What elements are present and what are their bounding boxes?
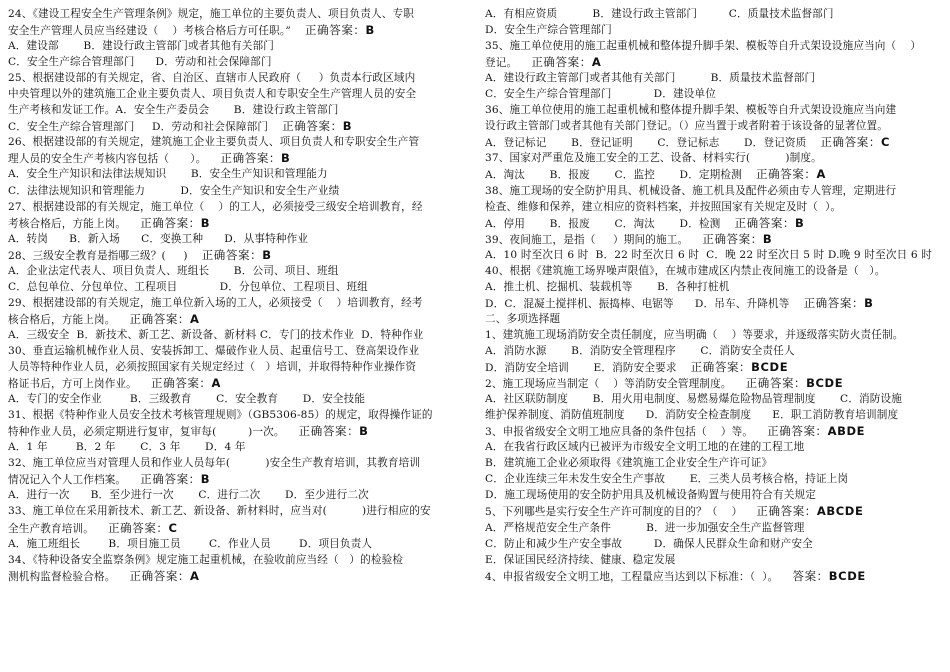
question-text: C．安全生产综合管理部门 D．劳动和社会保障部门 — [8, 56, 272, 69]
answer-label: 正确答案： — [756, 504, 817, 519]
question-text: B．建筑施工企业必须取得《建筑施工企业安全生产许可证》 — [485, 457, 773, 470]
text-line — [8, 215, 468, 231]
text-line — [485, 503, 941, 519]
answer-label: 正确答案： — [531, 55, 592, 70]
answer-label: 正确答案： — [220, 151, 282, 166]
answer-label: 正确答案： — [282, 119, 343, 134]
question-text: A．建设部 B．建设行政主管部门或者其他有关部门 — [8, 40, 274, 53]
question-text: A．有相应资质 B．建设行政主管部门 C．质量技术监督部门 — [485, 8, 834, 20]
question-text: A．淘汰 B．报废 C．监控 D．定期检测 — [485, 169, 742, 182]
answer-label: 正确答案： — [820, 135, 881, 150]
text-line — [8, 38, 468, 54]
text-line — [8, 86, 468, 102]
text-line — [8, 327, 468, 343]
question-text: 人员等特种作业人员，必须按照国家有关规定经过（ ）培训，并取得特种作业操作资 — [8, 361, 417, 374]
text-line — [8, 102, 468, 118]
text-line — [485, 70, 941, 86]
text-line — [485, 118, 941, 134]
question-text: A．建设行政主管部门或者其他有关部门 B．质量技术监督部门 — [485, 72, 816, 85]
text-line — [485, 536, 941, 552]
question-text: 33、施工单位在采用新技术、新工艺、新设备、新材料时，应当对( )进行相应的安 — [8, 505, 431, 518]
question-text: A．进行一次 B．至少进行一次 C．进行二次 D．至少进行二次 — [8, 489, 369, 502]
answer-label: 正确答案： — [129, 311, 191, 326]
question-text: A．1 年 B．2 年 C．3 年 D．4 年 — [8, 441, 246, 454]
text-line — [485, 183, 941, 199]
question-text: 中央管理以外的建筑施工企业主要负责人、项目负责人和专职安全生产管理人员的安全 — [8, 88, 417, 101]
answer-value: B — [200, 215, 211, 230]
question-text: A．三级安全 B．新技术、新工艺、新设备、新材料 C．专门的技术作业 D．特种作业 — [8, 328, 424, 341]
question-text: D．消防安全培训 E．消防安全要求 — [485, 362, 677, 375]
text-line — [485, 247, 941, 263]
text-line — [485, 343, 941, 359]
answer-label: 正确答案： — [140, 215, 201, 230]
text-line — [485, 150, 941, 166]
question-text: 检查、维修和保养，建立相应的资料档案，并按照国家有关规定及时（ ）。 — [485, 200, 842, 213]
answer-value: B — [365, 23, 375, 38]
question-text: 设行政主管部门或者其他有关部门登记。（）应当置于或者附着于该设备的显著位置。 — [485, 120, 888, 133]
question-text: 4、申报省级安全文明工地，工程量应当达到以下标准：（ ）。 — [485, 570, 779, 583]
question-text: 24、《建设工程安全生产管理条例》规定，施工单位的主要负责人、项目负责人、专职 — [8, 8, 414, 20]
question-text: 维护保养制度、消防值班制度 D．消防安全检查制度 E．职工消防教育培训制度 — [485, 409, 899, 422]
text-line — [8, 118, 468, 134]
question-text: A．停用 B．报废 C．淘汰 D．检测 — [485, 217, 721, 230]
question-text: 28、三级安全教育是指哪三级？( ) — [8, 249, 188, 262]
question-text: C．法律法规知识和管理能力 D．安全生产知识和安全生产业绩 — [8, 184, 340, 197]
answer-label: 正确答案： — [140, 472, 201, 487]
text-line — [8, 359, 468, 375]
text-line — [485, 520, 941, 536]
question-text: 27、根据建设部的有关规定，施工单位（ ）的工人，必须接受三级安全培训教育，经 — [8, 200, 423, 213]
text-line — [8, 134, 468, 150]
question-text: C．防止和减少生产安全事故 D．确保人民群众生命和财产安全 — [485, 537, 813, 550]
answer-label: 正确答案： — [305, 23, 366, 38]
question-text: A．专门的安全作业 B．三级教育 C．安全教育 D．安全技能 — [8, 393, 366, 406]
question-text: 全生产教育培训。 — [8, 522, 94, 535]
question-text: A．转岗 B．新入场 C．变换工种 D．从事特种作业 — [8, 232, 309, 245]
answer-value: B — [864, 295, 874, 310]
answer-value: B — [359, 424, 369, 439]
text-line — [485, 6, 941, 22]
question-text: 31、根据《特种作业人员安全技术考核管理规则》（GB5306-85）的规定，取得操作证的 — [8, 409, 433, 422]
text-line — [485, 86, 941, 102]
text-line — [485, 471, 941, 487]
question-text: A．社区联防制度 B．用火用电制度、易燃易爆危险物品管理制度 C．消防设施 — [485, 393, 903, 406]
text-line — [8, 536, 468, 552]
question-text: 38、施工现场的安全防护用具、机械设备、施工机具及配件必须由专人管理，定期进行 — [485, 184, 897, 197]
question-text: 特种作业人员，必须定期进行复审，复审每( )一次。 — [8, 426, 285, 439]
text-line — [8, 423, 468, 439]
answer-value: A — [190, 311, 200, 326]
text-line — [8, 343, 468, 359]
question-text: C．安全生产综合管理部门 D．劳动和社会保障部门 — [8, 121, 269, 134]
text-line — [485, 134, 941, 150]
text-line — [485, 166, 941, 182]
text-line — [8, 455, 468, 471]
text-line — [8, 471, 468, 487]
question-text: 1、建筑施工现场消防安全责任制度，应当明确（ ）等要求，并逐级落实防火责任制。 — [485, 328, 904, 341]
answer-value: C — [168, 520, 178, 535]
text-line — [485, 375, 941, 391]
question-text: A．企业法定代表人、项目负责人、班组长 B．公司、项目、班组 — [8, 264, 339, 277]
text-line — [485, 391, 941, 407]
text-line — [485, 102, 941, 118]
text-line — [8, 183, 468, 199]
question-text: A．登记标记 B．登记证明 C．登记标志 D．登记资质 — [485, 137, 807, 150]
question-text: C．企业连续三年未发生安全生产事故 E．三类人员考核合格，持证上岗 — [485, 473, 849, 486]
question-text: C．总包单位、分包单位、工程项目 D．分包单位、工程项目、班组 — [8, 280, 368, 293]
text-line — [485, 423, 941, 439]
question-text: D．安全生产综合管理部门 — [485, 24, 612, 37]
question-text: 30、垂直运输机械作业人员、安装拆卸工、爆破作业人员、起重信号工、登高架设作业 — [8, 344, 420, 357]
answer-value: ABDE — [827, 424, 866, 439]
answer-label: 正确答案： — [734, 215, 796, 230]
text-line — [8, 22, 468, 38]
answer-value: B — [342, 119, 353, 134]
text-line — [8, 439, 468, 455]
answer-value: B — [262, 247, 272, 262]
text-line — [485, 279, 941, 295]
text-line — [8, 263, 468, 279]
text-line — [485, 455, 941, 471]
question-text: A．消防水源 B．消防安全管理程序 C．消防安全责任人 — [485, 344, 795, 357]
text-line — [485, 552, 941, 568]
text-line — [8, 552, 468, 568]
text-line — [8, 54, 468, 70]
text-line — [8, 487, 468, 503]
answer-value: A — [591, 55, 602, 70]
question-text: D．施工现场使用的安全防护用具及机械设备购置与使用符合有关规定 — [485, 489, 816, 502]
question-text: 格证书后，方可上岗作业。 — [8, 378, 137, 391]
question-text: A．严格规范安全生产条件 B．进一步加强安全生产监督管理 — [485, 521, 805, 534]
question-text: A．施工班组长 B．项目施工员 C．作业人员 D．项目负责人 — [8, 537, 373, 550]
answer-label: 正确答案： — [151, 376, 212, 391]
text-line — [8, 295, 468, 311]
answer-value: A — [211, 376, 222, 391]
text-line — [8, 199, 468, 215]
answer-label: 正确答案： — [108, 520, 169, 535]
question-text: 考核合格后，方能上岗。 — [8, 217, 127, 230]
text-line — [485, 199, 941, 215]
answer-value: ABCDE — [816, 504, 864, 519]
answer-value: BCDE — [751, 360, 789, 375]
question-text: 生产考核和发证工作。A．安全生产委员会 B．建设行政主管部门 — [8, 104, 339, 117]
text-line — [8, 503, 468, 519]
question-text: 5、下列哪些是实行安全生产许可制度的目的？（ ） — [485, 506, 743, 519]
text-line — [485, 22, 941, 38]
answer-label: 正确答案： — [129, 568, 191, 583]
text-line — [8, 407, 468, 423]
text-line — [485, 568, 941, 584]
text-line — [485, 487, 941, 503]
question-text: D．C．混凝土搅拌机、振捣棒、电锯等 D．吊车、升降机等 — [485, 297, 790, 310]
answer-value: B — [281, 151, 291, 166]
answer-label: 正确答案： — [745, 376, 807, 391]
question-text: 二、多项选择题 — [485, 312, 561, 325]
question-text: 32、施工单位应当对管理人员和作业人员每年( )安全生产教育培训，其教育培训 — [8, 457, 421, 470]
text-line — [8, 70, 468, 86]
question-text: 情况记入个人工作档案。 — [8, 474, 127, 487]
question-text: A．安全生产知识和法律法规知识 B．安全生产知识和管理能力 — [8, 168, 328, 181]
question-text: 35、施工单位使用的施工起重机械和整体提升脚手架、模板等自升式架设设施应当向（ ） — [485, 40, 922, 53]
text-line — [485, 215, 941, 231]
answer-label: 正确答案： — [702, 231, 763, 246]
question-text: 登记。 — [485, 57, 518, 70]
text-line — [485, 311, 941, 327]
text-line — [8, 520, 468, 536]
question-text: E．保证国民经济持续、健康、稳定发展 — [485, 553, 676, 566]
question-text: 核合格后，方能上岗。 — [8, 313, 116, 326]
text-line — [485, 327, 941, 343]
question-text: 29、根据建设部的有关规定，施工单位新入场的工人，必须接受（ ）培训教育，经考 — [8, 296, 423, 309]
answer-value: B — [200, 472, 211, 487]
answer-label: 正确答案： — [298, 424, 360, 439]
text-line — [8, 311, 468, 327]
question-text: A．推土机、挖掘机、装载机等 B．各种打桩机 — [485, 280, 730, 293]
question-text: C．安全生产综合管理部门 D．建设单位 — [485, 88, 717, 101]
text-line — [8, 391, 468, 407]
answer-label: 正确答案： — [803, 295, 865, 310]
answer-value: B — [795, 215, 805, 230]
answer-label: 正确答案： — [756, 167, 817, 182]
text-line — [8, 166, 468, 182]
question-text: 34、《特种设备安全监察条例》规定施工起重机械，在验收前应当经（ ）的检验检 — [8, 553, 404, 566]
answer-label: 正确答案： — [767, 424, 828, 439]
answer-label: 正确答案： — [201, 247, 263, 262]
answer-value: B — [762, 231, 773, 246]
answer-value: A — [816, 167, 827, 182]
text-line — [485, 359, 941, 375]
question-text: 3、申报省级安全文明工地应具备的条件包括（ ）等。 — [485, 426, 754, 439]
answer-value: A — [190, 568, 200, 583]
question-text: A．在我省行政区域内已被评为市级安全文明工地的在建的工程工地 — [485, 441, 805, 454]
answer-value: BCDE — [828, 568, 866, 583]
answer-value: BCDE — [806, 376, 844, 391]
answer-label: 答案： — [792, 568, 829, 583]
question-text: 安全生产管理人员应当经建设（ ）考核合格后方可任职。” — [8, 25, 291, 38]
question-text: 40、根据《建筑施工场界噪声限值》，在城市建成区内禁止夜间施工的设备是（ ）。 — [485, 264, 886, 277]
answer-value: C — [880, 135, 890, 150]
right-column — [485, 6, 941, 584]
text-line — [8, 247, 468, 263]
text-line — [8, 6, 468, 22]
question-text: A．10 时至次日 6 时 B．22 时至次日 6 时 C．晚 22 时至次日 5 时 D.晚 9 时至次日 6 时 — [485, 248, 932, 261]
question-text: 测机构监督检验合格。 — [8, 570, 116, 583]
text-line — [8, 375, 468, 391]
question-text: 39、夜间施工，是指（ ）期间的施工。 — [485, 233, 689, 246]
text-line — [485, 439, 941, 455]
text-line — [8, 231, 468, 247]
question-text: 37、国家对严重危及施工安全的工艺、设备、材料实行( )制度。 — [485, 152, 822, 165]
text-line — [485, 407, 941, 423]
text-line — [8, 568, 468, 584]
question-text: 2、施工现场应当制定（ ）等消防安全管理制度。 — [485, 378, 732, 391]
text-line — [485, 231, 941, 247]
answer-label: 正确答案： — [690, 360, 752, 375]
text-line — [485, 38, 941, 54]
left-column — [8, 6, 468, 584]
question-text: 25、根据建设部的有关规定，省、自治区、直辖市人民政府（ ）负责本行政区域内 — [8, 72, 416, 85]
question-text: 26、根据建设部的有关规定，建筑施工企业主要负责人、项目负责人和专职安全生产管 — [8, 136, 420, 149]
question-text: 理人员的安全生产考核内容包括（ ）。 — [8, 153, 207, 166]
text-line — [485, 54, 941, 70]
question-text: 36、施工单位使用的施工起重机械和整体提升脚手架、模板等自升式架设设施应当向建 — [485, 104, 897, 117]
text-line — [485, 295, 941, 311]
text-line — [485, 263, 941, 279]
text-line — [8, 279, 468, 295]
text-line — [8, 150, 468, 166]
